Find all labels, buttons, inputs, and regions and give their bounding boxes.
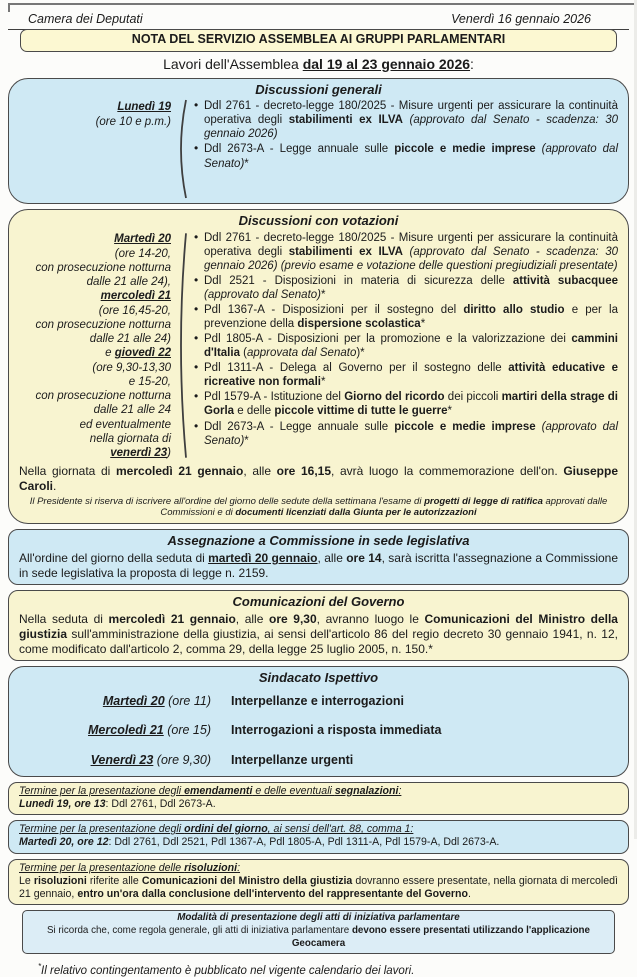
sindacato-when: Mercoledì 21 (ore 15) xyxy=(88,723,211,738)
section-title: Comunicazioni del Governo xyxy=(232,594,405,610)
date-line: dalle 21 alle 24 xyxy=(93,404,171,417)
section-title: Assegnazione a Commissione in sede legislativa xyxy=(167,533,470,549)
sindacato-when: Venerdì 23 (ore 9,30) xyxy=(90,752,211,767)
section-body: All'ordine del giorno della seduta di martedì 20 gennaio, alle ore 14, sarà iscritta l'assegnazione a Commissione in sede legislativa la proposta di legge n. 2159. xyxy=(19,551,619,580)
sindacato-what: Interpellanze urgenti xyxy=(231,752,354,767)
dates-column xyxy=(19,99,171,199)
deadline-emendamenti xyxy=(8,782,629,815)
date-line: Martedì 20 xyxy=(114,233,171,246)
date-line: (ore 10 e p.m.) xyxy=(95,115,171,128)
section-title: Discussioni generali xyxy=(255,81,382,97)
section-body: Nella seduta di mercoledì 21 gennaio, alle ore 9,30, avranno luogo le Comunicazioni del Ministro della giustizia sull'amministrazione della giustizia, ai sensi dell'articolo 86 del regio decreto 30 gennaio 1941, n. 12, come modificato dall'articolo 2, comma 29, della legge 25 luglio 2005, n. 150.* xyxy=(19,612,618,656)
date-line: e giovedì 22 xyxy=(105,347,171,360)
deadline-heading: Termine per la presentazione degli ordini del giorno, ai sensi dell'art. 88, comma 1: xyxy=(19,823,414,836)
deadline-heading: Termine per la presentazione degli emendamenti e delle eventuali segnalazioni: xyxy=(19,784,402,797)
deadline-risoluzioni xyxy=(8,859,629,906)
date-line: (ore 9,30-13,30 xyxy=(92,361,171,374)
deadline-heading: Termine per la presentazione delle risoluzioni: xyxy=(19,861,241,874)
deadline-detail: Martedì 20, ore 12: Ddl 2761, Ddl 2521, Pdl 1367-A, Pdl 1805-A, Pdl 1311-A, Pdl 1579-A, Ddl 2673-A. xyxy=(19,836,500,849)
sindacato-what: Interrogazioni a risposta immediata xyxy=(231,723,442,738)
date-line: (ore 16,45-20, xyxy=(98,304,171,317)
header-date: Venerdì 16 gennaio 2026 xyxy=(451,12,591,26)
date-line: con prosecuzione notturna xyxy=(35,261,171,274)
agenda-item: • Pdl 1805-A - Disposizioni per la promozione e la valorizzazione dei cammini d'Italia (approvata dal Senato)* xyxy=(193,332,618,360)
date-line: mercoledì 21 xyxy=(100,290,171,303)
agenda-item: • Pdl 1367-A - Disposizioni per il sostegno del diritto allo studio e per la prevenzione della dispersione scolastica* xyxy=(193,303,618,331)
sindacato-row xyxy=(19,694,618,709)
section-assegnazione-commissione xyxy=(8,529,629,585)
section-sindacato-ispettivo xyxy=(8,666,629,777)
agenda-item: • Ddl 2761 - decreto-legge 180/2025 - Misure urgenti per assicurare la continuità operativa degli stabilimenti ex ILVA (approvato dal Senato - scadenza: 30 gennaio 2026) (previo esame e votazione delle questioni pregiudiziali presentate) xyxy=(193,231,618,273)
footnote: *Il relativo contingentamento è pubblicato nel vigente calendario dei lavori. xyxy=(38,961,415,977)
date-line: con prosecuzione notturna xyxy=(35,318,171,331)
agenda-items xyxy=(193,99,618,199)
agenda-item: • Ddl 2673-A - Legge annuale sulle piccole e medie imprese (approvato dal Senato)* xyxy=(193,142,618,170)
commemoration-note: Nella giornata di mercoledì 21 gennaio, alle ore 16,15, avrà luogo la commemorazione dell'on. Giuseppe Caroli. xyxy=(19,464,618,493)
page-header xyxy=(8,10,629,29)
date-line: ed eventualmente xyxy=(79,418,171,431)
agenda-item: • Pdl 1579-A - Istituzione del Giorno del ricordo dei piccoli martiri della strage di Gorla e delle piccole vittime di tutte le guerre* xyxy=(193,390,618,418)
agenda-item: • Ddl 2521 - Disposizioni in materia di sicurezza delle attività subacquee (approvato dal Senato)* xyxy=(193,274,618,302)
parenthesis-bracket-icon xyxy=(175,99,189,199)
section-discussioni-con-votazioni xyxy=(8,209,629,524)
sindacato-what: Interpellanze e interrogazioni xyxy=(231,694,404,708)
section-comunicazioni-governo xyxy=(8,590,629,661)
modalita-body: Si ricorda che, come regola generale, gli atti di iniziativa parlamentare devono essere presentati utilizzando l'applicazione Geocamera xyxy=(46,925,590,949)
section-columns xyxy=(19,231,618,460)
date-line: Lunedì 19 xyxy=(117,101,171,114)
scan-left-edge-line xyxy=(8,3,10,12)
date-line: nella giornata di xyxy=(89,432,171,445)
agenda-item: • Pdl 1311-A - Delega al Governo per il sostegno delle attività educative e ricreative non formali* xyxy=(193,361,618,389)
date-line: venerdì 23) xyxy=(110,447,171,460)
date-line: dalle 21 alle 24) xyxy=(89,333,171,346)
note-banner: NOTA DEL SERVIZIO ASSEMBLEA AI GRUPPI PARLAMENTARI xyxy=(20,29,617,51)
section-title: Sindacato Ispettivo xyxy=(258,670,379,686)
date-line: con prosecuzione notturna xyxy=(35,390,171,403)
deadline-detail: Le risoluzioni riferite alle Comunicazioni del Ministro della giustizia dovranno essere presentate, nella giornata di mercoledì 21 gennaio, entro un'ora dalla conclusione dell'intervento del rappresentante del Governo. xyxy=(19,874,618,901)
page-title: Lavori dell'Assemblea dal 19 al 23 gennaio 2026: xyxy=(163,55,474,72)
date-line: dalle 21 alle 24), xyxy=(86,276,171,289)
sindacato-row xyxy=(19,753,618,768)
deadline-detail: Lunedì 19, ore 13: Ddl 2761, Ddl 2673-A. xyxy=(19,797,216,810)
sindacato-when: Martedì 20 (ore 11) xyxy=(102,694,211,708)
modalita-title: Modalità di presentazione degli atti di iniziativa parlamentare xyxy=(177,912,460,924)
agenda-item: • Ddl 2761 - decreto-legge 180/2025 - Misure urgenti per assicurare la continuità operativa degli stabilimenti ex ILVA (approvato dal Senato - scadenza: 30 gennaio 2026) xyxy=(193,99,618,141)
scan-top-edge-line xyxy=(8,3,637,5)
president-reservation-note: Il Presidente si riserva di iscrivere all'ordine del giorno delle sedute della settimana l'esame di progetti di legge di ratifica approvati dalle Commissioni e di documenti licenziati dalla Giunta per le autorizzazioni xyxy=(29,495,608,519)
date-line: (ore 14-20, xyxy=(114,247,171,260)
sindacato-row xyxy=(19,723,618,738)
deadline-ordini-del-giorno xyxy=(8,820,629,853)
section-columns xyxy=(19,99,618,199)
parenthesis-bracket-icon xyxy=(175,231,189,460)
dates-column xyxy=(19,231,171,460)
section-discussioni-generali xyxy=(8,78,629,205)
section-title: Discussioni con votazioni xyxy=(238,213,399,229)
date-line: e 15-20, xyxy=(128,375,171,388)
agenda-item: • Ddl 2673-A - Legge annuale sulle piccole e medie imprese (approvato dal Senato)* xyxy=(193,420,618,448)
section-modalita-presentazione xyxy=(22,910,615,953)
agenda-items xyxy=(193,231,618,460)
header-institution: Camera dei Deputati xyxy=(28,12,143,26)
